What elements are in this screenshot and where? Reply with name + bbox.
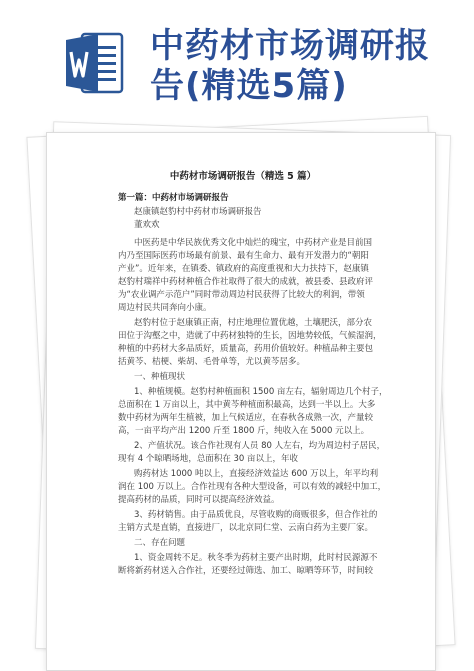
doc-line: 高，一亩平均产出 1200 斤至 1800 斤，纯收入在 5000 元以上。 xyxy=(118,426,370,436)
doc-line: 主销方式是直销，直接进厂，以北京同仁堂、云南白药为主要厂家。 xyxy=(118,523,374,533)
section-heading: 第一篇：中药材市场调研报告 xyxy=(118,193,229,203)
doc-line: 1、种植规模。赵豹村种植面积 1500 亩左右，辐射周边几个村子， xyxy=(134,387,388,397)
doc-line: 种植的中药材大多品质好，质量高，药用价值较好。种植品种主要包 xyxy=(118,344,374,354)
header-banner xyxy=(0,0,474,112)
page-title xyxy=(150,26,460,106)
doc-line: 1、资金周转不足。秋冬季为药材主要产出时期，此时村民源源不 xyxy=(134,553,378,563)
document-title: 中药材市场调研报告（精选 5 篇） xyxy=(169,171,317,182)
doc-line: 为“农业调产示范户”同时带动周边村民获得了比较大的利润，带领 xyxy=(118,290,365,300)
doc-line-heading: 二、存在问题 xyxy=(134,538,186,548)
word-document-icon xyxy=(66,30,124,96)
doc-line: 购药材达 1000 吨以上，直接经济效益达 600 万以上，年平均利 xyxy=(134,469,379,479)
doc-line: 中医药是中华民族优秀文化中灿烂的瑰宝，中药材产业是目前国 xyxy=(134,238,373,248)
doc-line-heading: 一、种植现状 xyxy=(134,372,186,382)
doc-line: 数中药材为两年生植被，加上气候适应，在春秋各成熟一次，产量较 xyxy=(118,413,374,423)
doc-line: 总面积在 1 万亩以上，其中黄芩种植面积最高，达到一半以上。大多 xyxy=(118,400,376,410)
doc-line: 赵豹村位于赵康镇正南，村庄地理位置优越，土壤肥沃，部分农 xyxy=(134,318,373,328)
doc-line: 润在 100 万以上。合作社现有各种大型设备，可以有效的减轻中加工， xyxy=(118,482,387,492)
doc-line: 内乃至国际医药市场最有前景、最有生命力、最有开发潜力的“朝阳 xyxy=(118,251,369,261)
doc-line: 2、产值状况。该合作社现有人员 80 人左右，均为周边村子居民， xyxy=(134,441,386,451)
doc-line-author: 董欢欢 xyxy=(134,220,160,230)
doc-line: 括黄芩、桔梗、柴胡、毛骨单等，尤以黄芩居多。 xyxy=(118,357,306,367)
doc-line: 断将新药材送入合作社，还要经过筛选、加工、晾晒等环节，时间较 xyxy=(118,566,374,576)
page-title-line-1: 中药材市场调研报 xyxy=(150,26,430,66)
page-title-line-2: 告(精选5篇) xyxy=(150,66,348,106)
doc-line: 赵豹村瑞祥中药材种植合作社取得了很大的成就，被县委、县政府评 xyxy=(118,277,374,287)
document-page xyxy=(46,132,436,671)
doc-line: 田位于沟壑之中，造就了中药材独特的生长，因地势较低，气候湿润， xyxy=(118,331,382,341)
doc-line-subtitle: 赵康镇赵豹村中药材市场调研报告 xyxy=(134,207,262,217)
doc-line: 周边村民共同奔向小康。 xyxy=(118,303,212,313)
doc-line: 3、药材销售。由于品质优良，尽管收购的商贩很多，但合作社的 xyxy=(134,510,378,520)
doc-line: 现有 4 个晾晒场地，总面积在 30 亩以上，年收 xyxy=(118,454,299,464)
doc-line: 提高药材的品质，同时可以提高经济效益。 xyxy=(118,495,280,505)
doc-line: 产业”。近年来，在镇委、镇政府的高度重视和大力扶持下，赵康镇 xyxy=(118,264,369,274)
